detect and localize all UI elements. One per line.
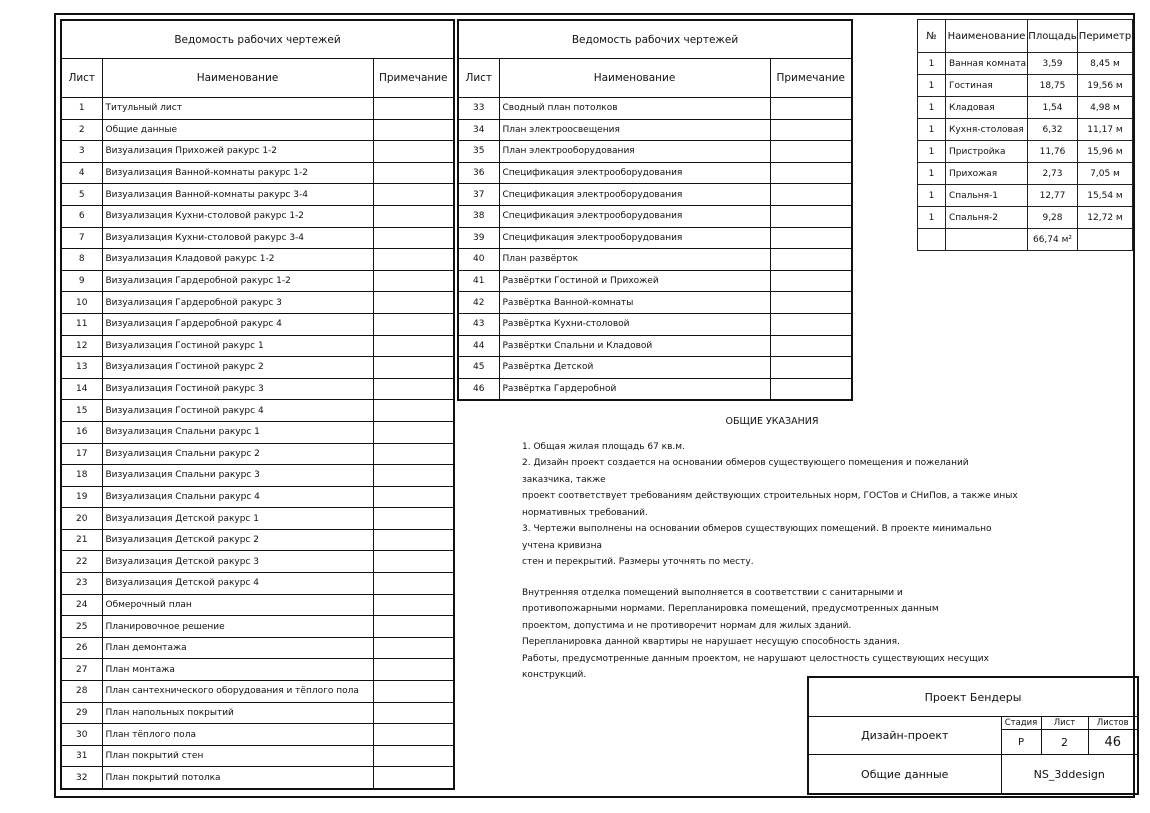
sheet-name: Визуализация Детской ракурс 2	[102, 529, 373, 551]
sheet-number: 17	[61, 443, 102, 465]
sheets-label: Листов	[1088, 717, 1138, 730]
col-name-header: Наименование	[499, 59, 770, 98]
sheet-number: 15	[61, 400, 102, 422]
table-row	[61, 616, 454, 638]
table-row	[61, 508, 454, 530]
sheet-number: 24	[61, 594, 102, 616]
room-perimeter: 12,72 м	[1078, 207, 1133, 229]
sheet-number: 41	[458, 270, 499, 292]
col-sheet-header: Лист	[61, 59, 102, 98]
sheet-name: План развёрток	[499, 249, 770, 271]
room-name: Спальня-1	[946, 185, 1028, 207]
sheet-label: Лист	[1041, 717, 1088, 730]
room-perimeter: 19,56 м	[1078, 75, 1133, 97]
col-name-header: Наименование	[102, 59, 373, 98]
sheet-name: Визуализация Кухни-столовой ракурс 1-2	[102, 205, 373, 227]
room-area: 6,32	[1028, 119, 1078, 141]
room-area: 12,77	[1028, 185, 1078, 207]
sheet-note	[770, 378, 852, 400]
sheet-number: 37	[458, 184, 499, 206]
col-area-header: Площадь	[1028, 20, 1078, 53]
room-name: Кухня-столовая	[946, 119, 1028, 141]
sheet-note	[373, 98, 454, 120]
room-area: 9,28	[1028, 207, 1078, 229]
room-area: 1,54	[1028, 97, 1078, 119]
table-row	[61, 681, 454, 703]
table-row	[61, 767, 454, 789]
sheet-name: Визуализация Спальни ракурс 4	[102, 486, 373, 508]
sheet-note	[373, 270, 454, 292]
sheet-note	[373, 227, 454, 249]
table-row	[458, 249, 852, 271]
sheet-name: План демонтажа	[102, 637, 373, 659]
sheet-name: Визуализация Гостиной ракурс 4	[102, 400, 373, 422]
table-row	[61, 659, 454, 681]
sheet-name: Визуализация Кладовой ракурс 1-2	[102, 249, 373, 271]
sheet-number: 26	[61, 637, 102, 659]
sheet-name: План электроосвещения	[499, 119, 770, 141]
room-perimeter: 15,54 м	[1078, 185, 1133, 207]
table-row	[61, 249, 454, 271]
sheet-note	[373, 594, 454, 616]
room-num: 1	[918, 163, 946, 185]
table-row	[61, 702, 454, 724]
col-perimeter-header: Периметр	[1078, 20, 1133, 53]
col-room-name-header: Наименование	[946, 20, 1028, 53]
note-line: 1. Общая жилая площадь 67 кв.м.	[522, 441, 685, 452]
table-row	[918, 53, 1133, 75]
project-type: Дизайн-проект	[808, 717, 1001, 755]
sheet-number: 36	[458, 162, 499, 184]
table-row	[458, 313, 852, 335]
sheet-number: 43	[458, 313, 499, 335]
sheet-list-title: Ведомость рабочих чертежей	[458, 20, 852, 59]
notes-block-2	[522, 585, 1022, 684]
sheet-note	[373, 465, 454, 487]
sheet-number: 4	[61, 162, 102, 184]
note-line: противопожарными нормами. Перепланировка помещений, предусмотренных данным	[522, 604, 939, 614]
sheet-number: 31	[61, 745, 102, 767]
sheet-name: Визуализация Спальни ракурс 3	[102, 465, 373, 487]
table-row	[61, 184, 454, 206]
table-row	[458, 270, 852, 292]
note-line: Внутренняя отделка помещений выполняется в соответствии с санитарными и	[522, 587, 903, 598]
table-row	[61, 443, 454, 465]
room-name: Пристройка	[946, 141, 1028, 163]
sheet-number: 32	[61, 767, 102, 789]
sheet-note	[770, 205, 852, 227]
sheet-note	[770, 313, 852, 335]
author: NS_3ddesign	[1001, 755, 1138, 795]
sheet-number: 29	[61, 702, 102, 724]
sheet-number: 18	[61, 465, 102, 487]
sheet-list-body	[458, 98, 852, 401]
sheet-number: 12	[61, 335, 102, 357]
sheet-name: Спецификация электрооборудования	[499, 227, 770, 249]
sheet-note	[373, 681, 454, 703]
sheet-number: 46	[458, 378, 499, 400]
sheet-note	[373, 724, 454, 746]
room-area: 18,75	[1028, 75, 1078, 97]
note-line: проект соответствует требованиям действующих строительных норм, ГОСТов и СНиПов, а также иных	[522, 491, 1018, 501]
sheet-title: Общие данные	[808, 755, 1001, 795]
sheet-name: Визуализация Детской ракурс 1	[102, 508, 373, 530]
sheet-name: План тёплого пола	[102, 724, 373, 746]
col-note-header: Примечание	[373, 59, 454, 98]
sheet-note	[373, 421, 454, 443]
sheet-number: 34	[458, 119, 499, 141]
sheet-note	[770, 227, 852, 249]
sheet-note	[373, 508, 454, 530]
sheet-note	[373, 249, 454, 271]
sheet-note	[770, 162, 852, 184]
table-row	[61, 465, 454, 487]
table-row	[61, 98, 454, 120]
table-row	[918, 141, 1133, 163]
sheet-number: 1	[61, 98, 102, 120]
sheet-note	[373, 443, 454, 465]
table-row	[61, 551, 454, 573]
room-num: 1	[918, 75, 946, 97]
sheet-name: Спецификация электрооборудования	[499, 162, 770, 184]
col-note-header: Примечание	[770, 59, 852, 98]
sheet-note	[770, 249, 852, 271]
table-row	[61, 227, 454, 249]
table-row	[61, 141, 454, 163]
sheet-number: 20	[61, 508, 102, 530]
sheet-note	[373, 659, 454, 681]
room-num: 1	[918, 141, 946, 163]
sheet-number: 42	[458, 292, 499, 314]
sheet-name: Визуализация Гостиной ракурс 3	[102, 378, 373, 400]
sheet-name: Визуализация Ванной-комнаты ракурс 3-4	[102, 184, 373, 206]
sheet-note	[373, 141, 454, 163]
room-name: Ванная комната	[946, 53, 1028, 75]
sheet-number: 30	[61, 724, 102, 746]
sheet-number: 2	[61, 119, 102, 141]
note-line: Работы, предусмотренные данным проектом, не нарушают целостность существующих несущих	[522, 653, 989, 664]
table-row	[61, 162, 454, 184]
table-row	[61, 335, 454, 357]
sheet-name: Визуализация Прихожей ракурс 1-2	[102, 141, 373, 163]
sheet-name: Общие данные	[102, 119, 373, 141]
table-row	[458, 98, 852, 120]
sheets-value: 46	[1088, 730, 1138, 755]
sheet-note	[373, 378, 454, 400]
sheet-name: Развёртка Ванной-комнаты	[499, 292, 770, 314]
sheet-name: Развёртка Детской	[499, 357, 770, 379]
table-row	[458, 162, 852, 184]
title-block	[807, 676, 1139, 795]
table-row	[918, 97, 1133, 119]
room-num: 1	[918, 185, 946, 207]
room-name: Кладовая	[946, 97, 1028, 119]
table-row	[61, 724, 454, 746]
sheet-number: 10	[61, 292, 102, 314]
room-name: Спальня-2	[946, 207, 1028, 229]
total-row	[918, 229, 1133, 251]
note-line: нормативных требований.	[522, 507, 648, 518]
sheet-note	[373, 486, 454, 508]
room-schedule-body	[918, 53, 1133, 229]
sheet-name: Визуализация Спальни ракурс 2	[102, 443, 373, 465]
table-row	[918, 185, 1133, 207]
room-schedule	[917, 19, 1133, 251]
col-sheet-header: Лист	[458, 59, 499, 98]
general-notes	[522, 414, 1022, 684]
note-line: конструкций.	[522, 670, 587, 680]
table-row	[458, 357, 852, 379]
sheet-number: 27	[61, 659, 102, 681]
project-name: Проект Бендеры	[808, 677, 1138, 717]
table-row	[458, 205, 852, 227]
sheet-name: Развёртка Кухни-столовой	[499, 313, 770, 335]
sheet-number: 13	[61, 357, 102, 379]
sheet-note	[373, 551, 454, 573]
sheet-number: 22	[61, 551, 102, 573]
sheet-name: План электрооборудования	[499, 141, 770, 163]
table-row	[458, 227, 852, 249]
sheet-list-left	[60, 19, 455, 790]
table-row	[61, 378, 454, 400]
table-row	[61, 421, 454, 443]
sheet-note	[373, 357, 454, 379]
sheet-note	[770, 292, 852, 314]
total-area: 66,74 м²	[1028, 229, 1078, 251]
table-row	[458, 292, 852, 314]
sheet-name: План покрытий потолка	[102, 767, 373, 789]
room-perimeter: 11,17 м	[1078, 119, 1133, 141]
sheet-note	[373, 119, 454, 141]
sheet-number: 9	[61, 270, 102, 292]
table-row	[918, 119, 1133, 141]
table-row	[458, 335, 852, 357]
sheet-number: 7	[61, 227, 102, 249]
room-perimeter: 7,05 м	[1078, 163, 1133, 185]
table-row	[458, 184, 852, 206]
table-row	[61, 486, 454, 508]
room-perimeter: 4,98 м	[1078, 97, 1133, 119]
sheet-note	[770, 270, 852, 292]
sheet-number: 21	[61, 529, 102, 551]
sheet-name: Визуализация Детской ракурс 4	[102, 573, 373, 595]
sheet-note	[373, 529, 454, 551]
sheet-note	[770, 98, 852, 120]
sheet-number: 44	[458, 335, 499, 357]
sheet-note	[373, 162, 454, 184]
sheet-number: 11	[61, 313, 102, 335]
sheet-name: Развёртки Спальни и Кладовой	[499, 335, 770, 357]
table-row	[61, 573, 454, 595]
sheet-number: 45	[458, 357, 499, 379]
table-row	[61, 637, 454, 659]
sheet-name: Визуализация Детской ракурс 3	[102, 551, 373, 573]
table-row	[61, 119, 454, 141]
sheet-number: 40	[458, 249, 499, 271]
sheet-name: Планировочное решение	[102, 616, 373, 638]
sheet-number: 28	[61, 681, 102, 703]
sheet-value: 2	[1041, 730, 1088, 755]
sheet-name: Обмерочный план	[102, 594, 373, 616]
room-name: Гостиная	[946, 75, 1028, 97]
table-row	[918, 207, 1133, 229]
table-row	[458, 119, 852, 141]
sheet-note	[770, 141, 852, 163]
sheet-number: 16	[61, 421, 102, 443]
sheet-note	[373, 205, 454, 227]
table-row	[61, 594, 454, 616]
sheet-number: 25	[61, 616, 102, 638]
room-area: 2,73	[1028, 163, 1078, 185]
sheet-name: План напольных покрытий	[102, 702, 373, 724]
table-row	[61, 292, 454, 314]
sheet-note	[373, 616, 454, 638]
sheet-name: Визуализация Гардеробной ракурс 4	[102, 313, 373, 335]
table-row	[61, 313, 454, 335]
sheet-note	[373, 313, 454, 335]
sheet-number: 8	[61, 249, 102, 271]
table-row	[918, 163, 1133, 185]
note-line: проектом, допустима и не противоречит нормам для жилых зданий.	[522, 620, 852, 631]
sheet-number: 5	[61, 184, 102, 206]
note-line: Перепланировка данной квартиры не нарушает несущую способность здания.	[522, 637, 900, 647]
table-row	[918, 75, 1133, 97]
sheet-note	[770, 357, 852, 379]
table-row	[61, 270, 454, 292]
sheet-name: План покрытий стен	[102, 745, 373, 767]
table-row	[61, 745, 454, 767]
sheet-number: 33	[458, 98, 499, 120]
room-num: 1	[918, 97, 946, 119]
sheet-note	[373, 702, 454, 724]
sheet-note	[373, 767, 454, 789]
room-name: Прихожая	[946, 163, 1028, 185]
sheet-number: 14	[61, 378, 102, 400]
sheet-list-body	[61, 98, 454, 790]
sheet-note	[770, 184, 852, 206]
sheet-name: Визуализация Ванной-комнаты ракурс 1-2	[102, 162, 373, 184]
notes-block-1	[522, 439, 1022, 571]
sheet-list-right	[457, 19, 853, 401]
sheet-name: План монтажа	[102, 659, 373, 681]
stage-value: Р	[1001, 730, 1041, 755]
sheet-note	[770, 335, 852, 357]
room-num: 1	[918, 207, 946, 229]
sheet-note	[373, 745, 454, 767]
sheet-name: Визуализация Спальни ракурс 1	[102, 421, 373, 443]
room-perimeter: 8,45 м	[1078, 53, 1133, 75]
sheet-note	[373, 573, 454, 595]
sheet-number: 35	[458, 141, 499, 163]
sheet-name: Сводный план потолков	[499, 98, 770, 120]
sheet-number: 38	[458, 205, 499, 227]
sheet-number: 23	[61, 573, 102, 595]
sheet-number: 6	[61, 205, 102, 227]
table-row	[61, 357, 454, 379]
sheet-name: Титульный лист	[102, 98, 373, 120]
sheet-name: Визуализация Кухни-столовой ракурс 3-4	[102, 227, 373, 249]
sheet-name: Спецификация электрооборудования	[499, 184, 770, 206]
sheet-name: Визуализация Гостиной ракурс 1	[102, 335, 373, 357]
sheet-note	[373, 184, 454, 206]
sheet-note	[373, 292, 454, 314]
note-line: 2. Дизайн проект создается на основании обмеров существующего помещения и пожеланий заказчика, также	[522, 458, 969, 485]
table-row	[61, 205, 454, 227]
sheet-name: Спецификация электрооборудования	[499, 205, 770, 227]
room-area: 11,76	[1028, 141, 1078, 163]
table-row	[61, 529, 454, 551]
room-num: 1	[918, 53, 946, 75]
sheet-name: Визуализация Гардеробной ракурс 3	[102, 292, 373, 314]
note-line: 3. Чертежи выполнены на основании обмеров существующих помещений. В проекте минимально учтена кривизна	[522, 524, 992, 551]
sheet-name: Визуализация Гардеробной ракурс 1-2	[102, 270, 373, 292]
sheet-name: План сантехнического оборудования и тёплого пола	[102, 681, 373, 703]
table-row	[61, 400, 454, 422]
sheet-name: Развёртки Гостиной и Прихожей	[499, 270, 770, 292]
table-row	[458, 378, 852, 400]
room-area: 3,59	[1028, 53, 1078, 75]
sheet-note	[373, 335, 454, 357]
sheet-name: Развёртка Гардеробной	[499, 378, 770, 400]
room-perimeter: 15,96 м	[1078, 141, 1133, 163]
notes-heading: ОБЩИЕ УКАЗАНИЯ	[725, 416, 819, 427]
note-line: стен и перекрытий. Размеры уточнять по месту.	[522, 557, 754, 567]
stage-label: Стадия	[1001, 717, 1041, 730]
sheet-number: 19	[61, 486, 102, 508]
sheet-note	[770, 119, 852, 141]
sheet-number: 3	[61, 141, 102, 163]
sheet-list-title: Ведомость рабочих чертежей	[61, 20, 454, 59]
sheet-name: Визуализация Гостиной ракурс 2	[102, 357, 373, 379]
sheet-note	[373, 400, 454, 422]
sheet-number: 39	[458, 227, 499, 249]
col-num-header: №	[918, 20, 946, 53]
table-row	[458, 141, 852, 163]
sheet-note	[373, 637, 454, 659]
room-num: 1	[918, 119, 946, 141]
